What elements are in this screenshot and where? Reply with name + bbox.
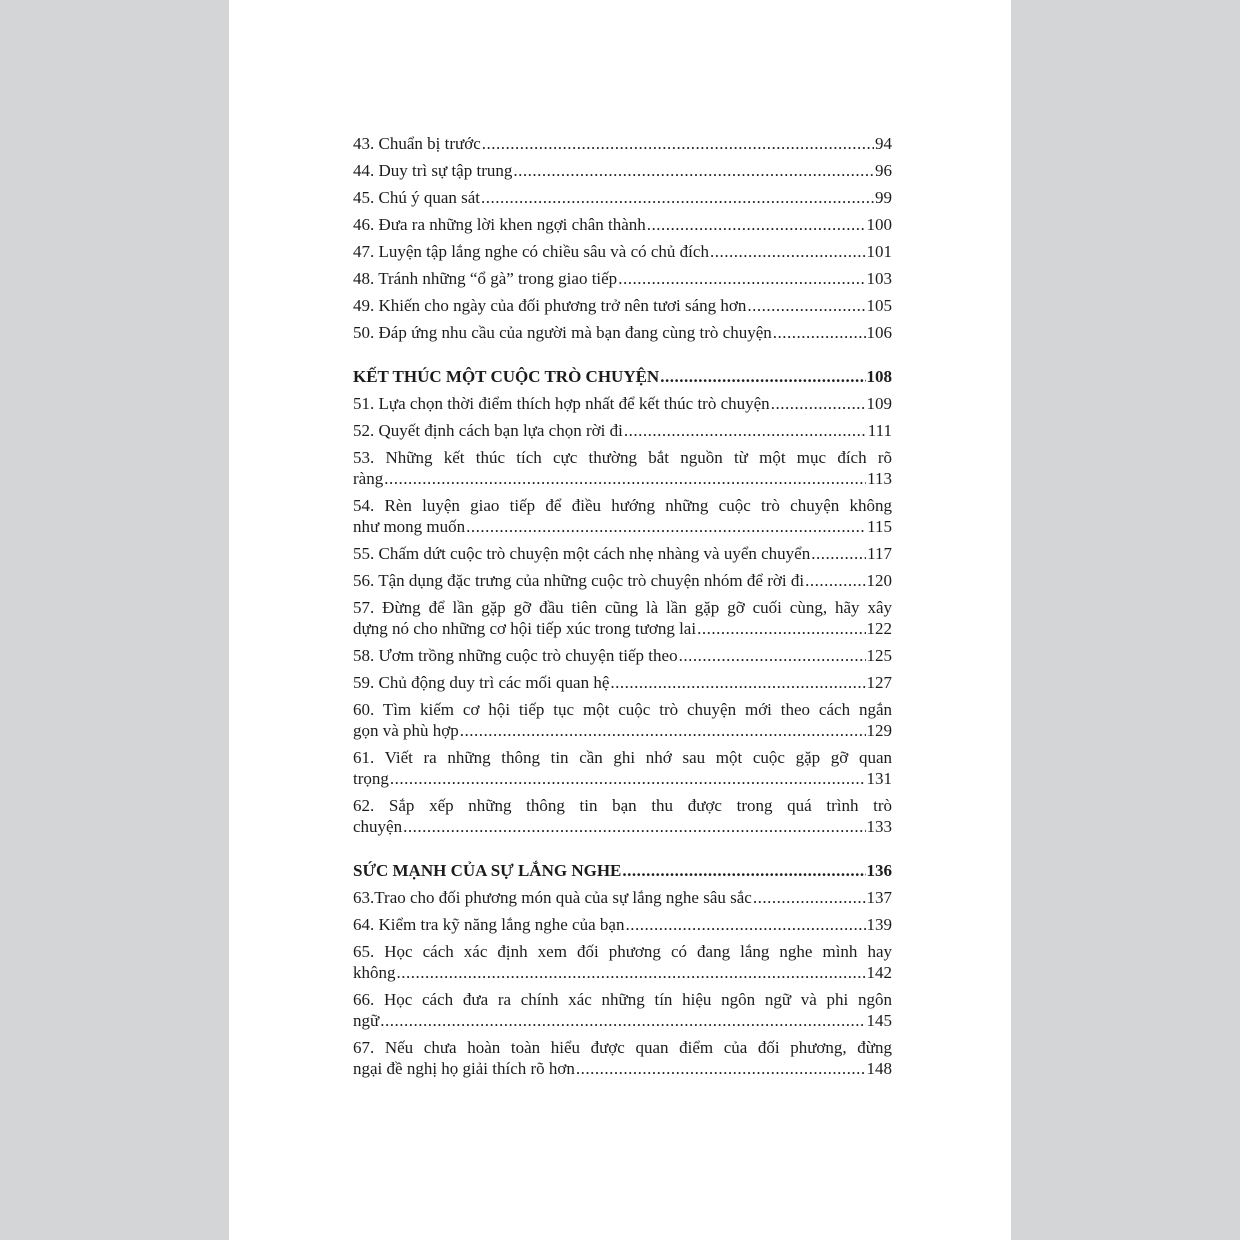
dot-leader	[481, 187, 874, 208]
section-title: KẾT THÚC MỘT CUỘC TRÒ CHUYỆN	[353, 367, 660, 386]
toc-entry	[353, 597, 892, 639]
toc-entry-page: 113	[867, 469, 892, 488]
section-heading	[353, 366, 892, 387]
toc-entry	[353, 543, 892, 564]
toc-entry	[353, 570, 892, 591]
toc-entry-title: 47. Luyện tập lắng nghe có chiều sâu và có chủ đích	[353, 242, 709, 261]
toc-entry-title-line1: 60. Tìm kiếm cơ hội tiếp tục một cuộc trò chuyện mới theo cách ngắn	[353, 700, 892, 719]
toc-entry-page: 117	[867, 544, 892, 563]
dot-leader	[624, 420, 867, 441]
dot-leader	[610, 672, 865, 693]
toc-entry	[353, 295, 892, 316]
toc-entry-title-line1: 65. Học cách xác định xem đối phương có đang lắng nghe mình hay	[353, 942, 892, 961]
toc-entry	[353, 672, 892, 693]
dot-leader	[460, 720, 866, 741]
dot-leader	[576, 1058, 866, 1079]
dot-leader	[482, 133, 874, 154]
toc-entry-title: 43. Chuẩn bị trước	[353, 134, 481, 153]
toc-entry-title: 64. Kiểm tra kỹ năng lắng nghe của bạn	[353, 915, 625, 934]
toc-entry-page: 133	[866, 817, 892, 836]
toc-entry-page: 129	[866, 721, 892, 740]
section-page: 108	[866, 367, 892, 386]
section-page: 136	[866, 861, 892, 880]
toc-entry-page: 122	[866, 619, 892, 638]
toc-entry-title: 49. Khiến cho ngày của đối phương trở nên tươi sáng hơn	[353, 296, 747, 315]
toc-entry-page: 99	[875, 188, 892, 207]
toc-entry-title: ràng	[353, 469, 384, 488]
toc-entry-title: ngại đề nghị họ giải thích rõ hơn	[353, 1059, 575, 1078]
toc-entry-title-line1: 57. Đừng để lần gặp gỡ đầu tiên cũng là lần gặp gỡ cuối cùng, hãy xây	[353, 598, 892, 617]
toc-entry-page: 106	[866, 323, 892, 342]
section-heading	[353, 860, 892, 881]
toc-entry	[353, 187, 892, 208]
toc-entry-page: 96	[875, 161, 892, 180]
toc-entry-title-line1: 66. Học cách đưa ra chính xác những tín hiệu ngôn ngữ và phi ngôn	[353, 990, 892, 1009]
toc-entry-page: 137	[866, 888, 892, 907]
toc-entry	[353, 699, 892, 741]
toc-entry	[353, 941, 892, 983]
toc-entry-title: 46. Đưa ra những lời khen ngợi chân thành	[353, 215, 646, 234]
dot-leader	[397, 962, 866, 983]
toc-entry-page: 105	[866, 296, 892, 315]
toc-entry-title: dựng nó cho những cơ hội tiếp xúc trong tương lai	[353, 619, 697, 638]
toc-entry-title: 56. Tận dụng đặc trưng của những cuộc trò chuyện nhóm để rời đi	[353, 571, 805, 590]
toc-entry-page: 100	[866, 215, 892, 234]
dot-leader	[811, 543, 866, 564]
toc-entry-page: 131	[866, 769, 892, 788]
dot-leader	[390, 768, 866, 789]
toc-entry-title: không	[353, 963, 396, 982]
toc-entry-title: 52. Quyết định cách bạn lựa chọn rời đi	[353, 421, 623, 440]
toc-entry-title: 48. Tránh những “ổ gà” trong giao tiếp	[353, 269, 618, 288]
section-title: SỨC MẠNH CỦA SỰ LẮNG NGHE	[353, 861, 622, 880]
toc-entry-title-line1: 67. Nếu chưa hoàn toàn hiểu được quan điểm của đối phương, đừng	[353, 1038, 892, 1057]
dot-leader	[384, 468, 866, 489]
toc-entry-page: 111	[867, 421, 892, 440]
toc-entry	[353, 447, 892, 489]
dot-leader	[618, 268, 865, 289]
toc-entry	[353, 887, 892, 908]
dot-leader	[625, 914, 865, 935]
toc-entry-title: trọng	[353, 769, 389, 788]
toc-entry-title: gọn và phù hợp	[353, 721, 459, 740]
dot-leader	[753, 887, 866, 908]
toc-entry-title: 59. Chủ động duy trì các mối quan hệ	[353, 673, 610, 692]
toc-entry-title: 63.Trao cho đối phương món quà của sự lắng nghe sâu sắc	[353, 888, 752, 907]
toc-entry	[353, 645, 892, 666]
dot-leader	[660, 366, 865, 387]
toc-group-section2	[353, 887, 892, 1079]
toc-entry-title: 58. Ươm trồng những cuộc trò chuyện tiếp theo	[353, 646, 678, 665]
toc-entry	[353, 393, 892, 414]
toc-entry	[353, 795, 892, 837]
dot-leader	[771, 393, 866, 414]
toc-entry-page: 115	[867, 517, 892, 536]
toc-entry-page: 127	[866, 673, 892, 692]
toc-entry-page: 103	[866, 269, 892, 288]
toc-entry-title: 51. Lựa chọn thời điểm thích hợp nhất để kết thúc trò chuyện	[353, 394, 770, 413]
toc-entry-page: 109	[866, 394, 892, 413]
toc-entry-title: ngữ	[353, 1011, 380, 1030]
toc-entry	[353, 420, 892, 441]
toc-entry-page: 142	[866, 963, 892, 982]
dot-leader	[805, 570, 865, 591]
toc-entry	[353, 1037, 892, 1079]
toc-entry	[353, 241, 892, 262]
dot-leader	[679, 645, 866, 666]
dot-leader	[647, 214, 866, 235]
dot-leader	[773, 322, 866, 343]
toc-entry-page: 94	[875, 134, 892, 153]
toc-entry	[353, 133, 892, 154]
toc-group-section1	[353, 393, 892, 837]
toc-group-top	[353, 133, 892, 343]
dot-leader	[466, 516, 866, 537]
dot-leader	[403, 816, 865, 837]
book-page	[229, 0, 1011, 1240]
toc-entry-page: 145	[866, 1011, 892, 1030]
dot-leader	[697, 618, 865, 639]
toc-entry-page: 139	[866, 915, 892, 934]
dot-leader	[622, 860, 865, 881]
dot-leader	[710, 241, 866, 262]
toc-entry-title-line1: 61. Viết ra những thông tin cần ghi nhớ sau một cuộc gặp gỡ quan	[353, 748, 892, 767]
toc-entry-page: 148	[866, 1059, 892, 1078]
toc-entry-page: 101	[866, 242, 892, 261]
toc-entry	[353, 914, 892, 935]
dot-leader	[513, 160, 874, 181]
toc-entry-title: 50. Đáp ứng nhu cầu của người mà bạn đang cùng trò chuyện	[353, 323, 772, 342]
toc-entry-page: 120	[866, 571, 892, 590]
toc-entry-title: như mong muốn	[353, 517, 466, 536]
toc-entry-title: 45. Chú ý quan sát	[353, 188, 481, 207]
toc-entry-title: chuyện	[353, 817, 403, 836]
toc-entry-title: 44. Duy trì sự tập trung	[353, 161, 513, 180]
toc-entry	[353, 989, 892, 1031]
toc-entry-title-line1: 62. Sắp xếp những thông tin bạn thu được trong quá trình trò	[353, 796, 892, 815]
toc-entry	[353, 214, 892, 235]
toc-entry	[353, 322, 892, 343]
toc-entry-title-line1: 53. Những kết thúc tích cực thường bắt nguồn từ một mục đích rõ	[353, 448, 892, 467]
toc-entry-page: 125	[866, 646, 892, 665]
dot-leader	[747, 295, 865, 316]
dot-leader	[380, 1010, 865, 1031]
toc-entry-title-line1: 54. Rèn luyện giao tiếp để điều hướng những cuộc trò chuyện không	[353, 496, 892, 515]
table-of-contents	[353, 133, 892, 1085]
toc-entry	[353, 495, 892, 537]
toc-entry	[353, 160, 892, 181]
toc-entry	[353, 268, 892, 289]
toc-entry	[353, 747, 892, 789]
toc-entry-title: 55. Chấm dứt cuộc trò chuyện một cách nhẹ nhàng và uyển chuyển	[353, 544, 811, 563]
